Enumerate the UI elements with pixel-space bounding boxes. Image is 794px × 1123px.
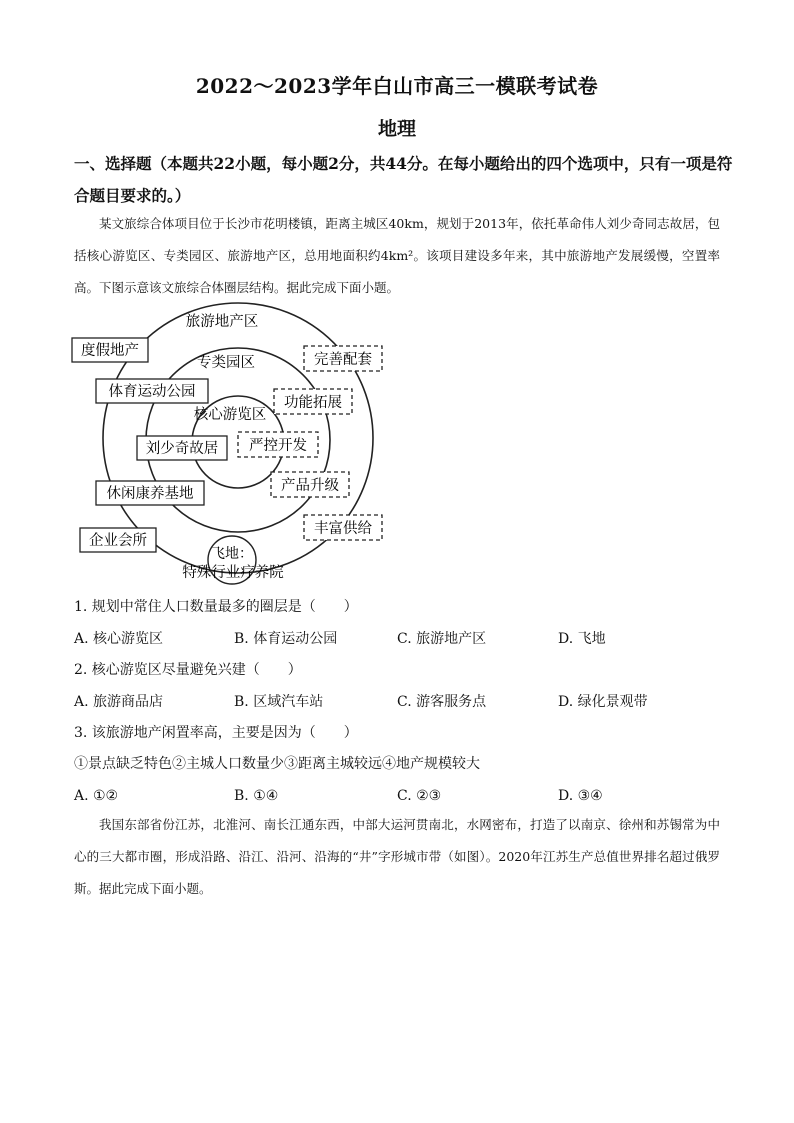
dbox-complete-facilities-label: 完善配套: [314, 352, 372, 368]
question-1-option-d[interactable]: D. 飞地: [558, 631, 606, 647]
question-3-option-b[interactable]: B. ①④: [234, 788, 279, 804]
question-3-option-a[interactable]: A. ①②: [74, 788, 119, 804]
exam-title: 2022～2023学年白山市高三一模联考试卷: [195, 74, 599, 98]
question-2-option-b[interactable]: B. 区域汽车站: [234, 694, 324, 710]
box-corporate-club-label: 企业会所: [89, 533, 147, 549]
box-resort-estate-label: 度假地产: [81, 343, 139, 359]
question-3-option-c[interactable]: C. ②③: [397, 788, 442, 804]
ring-label-middle: 专类园区: [197, 355, 255, 371]
dbox-rich-supply-label: 丰富供给: [314, 521, 372, 537]
question-1-option-b[interactable]: B. 体育运动公园: [234, 631, 338, 647]
question-2-stem: 2. 核心游览区尽量避免兴建（ ）: [74, 662, 302, 678]
question-3-stem: 3. 该旅游地产闲置率高，主要是因为（ ）: [74, 725, 358, 741]
box-former-residence-label: 刘少奇故居: [145, 441, 219, 457]
box-wellness-base-label: 休闲康养基地: [106, 486, 194, 502]
enclave-text: 特殊行业疗养院: [182, 565, 284, 581]
dbox-product-upgrade-label: 产品升级: [281, 478, 339, 494]
box-sports-park-label: 体育运动公园: [108, 384, 196, 400]
question-1-option-a[interactable]: A. 核心游览区: [74, 631, 164, 647]
ring-label-inner: 核心游览区: [193, 407, 267, 423]
zone-diagram: [60, 300, 400, 590]
question-2-option-d[interactable]: D. 绿化景观带: [558, 694, 648, 710]
question-1-stem: 1. 规划中常住人口数量最多的圈层是（ ）: [74, 599, 358, 615]
question-3-statements: ①景点缺乏特色②主城人口数量少③距离主城较远④地产规模较大: [74, 756, 480, 772]
question-2-option-c[interactable]: C. 游客服务点: [397, 694, 487, 710]
question-2-option-a[interactable]: A. 旅游商品店: [74, 694, 164, 710]
passage-1: 某文旅综合体项目位于长沙市花明楼镇，距离主城区40km，规划于2013年，依托革命伟人刘少奇同志故居，包括核心游览区、专类园区、旅游地产区，总用地面积约4km²。该项目建设多年来，其中旅游地产发展缓慢，空置率高。下图示意该文旅综合体圈层结构。据此完成下面小题。: [74, 216, 720, 295]
subject-title: 地理: [377, 118, 416, 140]
question-3-option-d[interactable]: D. ③④: [558, 788, 603, 804]
passage-2: 我国东部省份江苏，北淮河、南长江通东西，中部大运河贯南北，水网密布，打造了以南京、徐州和苏锡常为中心的三大都市圈，形成沿路、沿江、沿河、沿海的“井”字形城市带（如图）。2020年江苏生产总值世界排名超过俄罗斯。据此完成下面小题。: [74, 817, 720, 896]
dbox-strict-control-label: 严控开发: [249, 438, 307, 454]
dbox-function-expansion-label: 功能拓展: [284, 395, 342, 411]
enclave-label: 飞地：: [211, 546, 253, 562]
ring-label-outer: 旅游地产区: [185, 314, 259, 330]
question-1-option-c[interactable]: C. 旅游地产区: [397, 631, 487, 647]
section-heading: 一、选择题（本题共22小题，每小题2分，共44分。在每小题给出的四个选项中，只有一项是符合题目要求的。）: [74, 154, 733, 205]
